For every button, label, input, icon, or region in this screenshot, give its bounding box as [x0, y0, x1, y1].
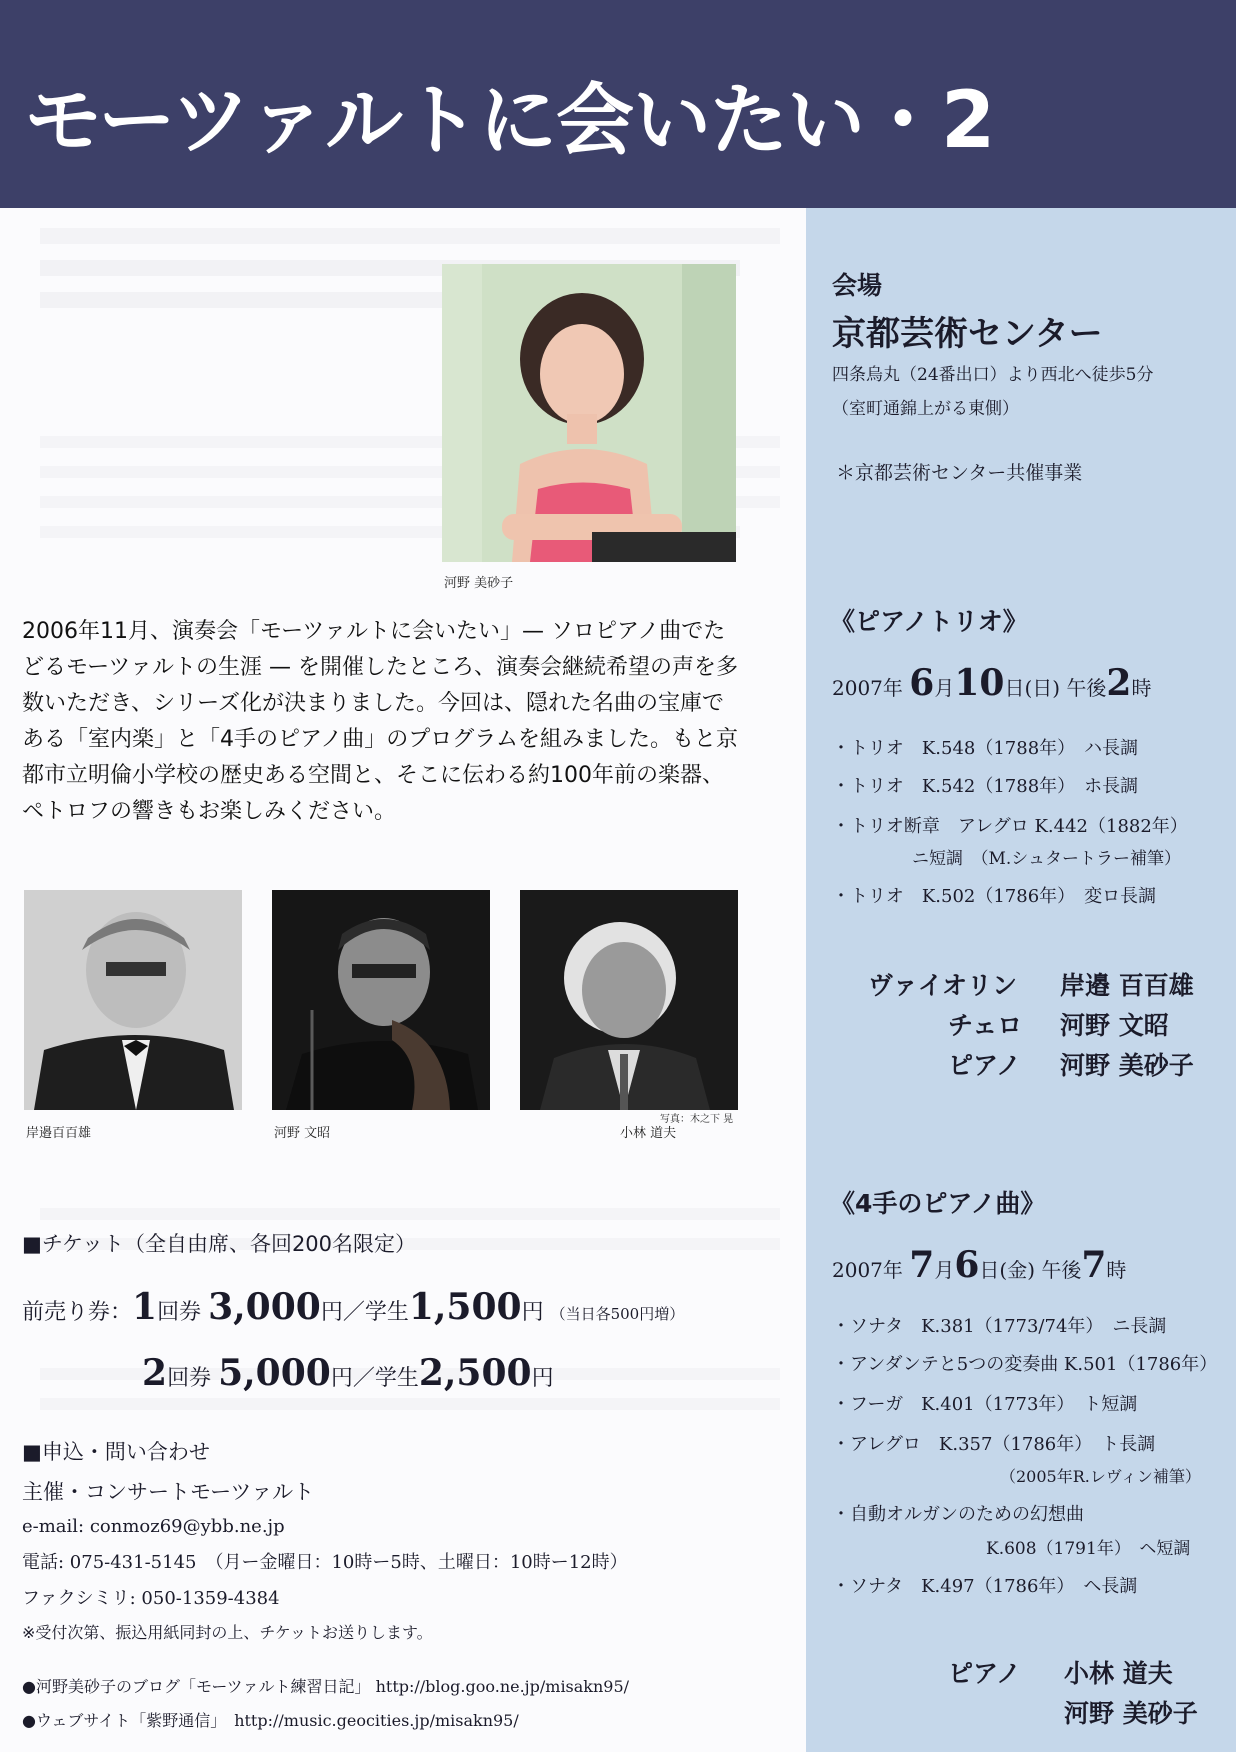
ticket-2-price: 5,000 [218, 1352, 331, 1394]
duo-program-2: ・アンダンテと5つの変奏曲 K.501（1786年） [832, 1354, 1218, 1375]
duo-hi: 日 [979, 1258, 1000, 1282]
duo-program-5: ・自動オルガンのための幻想曲 [832, 1504, 1084, 1525]
trio-hi: 日 [1004, 676, 1025, 700]
photo-credit: 写真：木之下 晃 [660, 1114, 734, 1125]
ticket-advance-label: 前売り券： [22, 1300, 133, 1325]
ticket-2-unit: 回券 [167, 1366, 212, 1391]
portrait-cellist [272, 890, 490, 1110]
duo-program-6: ・ソナタ K.497（1786年） ヘ長調 [832, 1576, 1138, 1597]
ticket-2-yen2: 円 [531, 1366, 554, 1391]
trio-tsuki: 月 [934, 676, 955, 700]
trio-performer-1-instrument: ヴァイオリン [868, 971, 1018, 1000]
trio-title: 《ピアノトリオ》 [830, 607, 1028, 636]
trio-pm: 午後 [1066, 676, 1107, 700]
duo-performer-1-name: 小林 道夫 [1064, 1659, 1173, 1688]
ticket-1-unit: 回券 [157, 1300, 202, 1325]
trio-year: 2007 [832, 676, 883, 700]
trio-weekday: (日) [1024, 676, 1061, 700]
duo-performer-instrument: ピアノ [948, 1659, 1022, 1688]
duo-day: 6 [954, 1244, 980, 1286]
trio-performer-1-name: 岸邉 百百雄 [1060, 971, 1194, 1000]
duo-weekday: (金) [999, 1258, 1035, 1282]
ticket-1-yen2: 円 [521, 1300, 544, 1325]
trio-performer-3-name: 河野 美砂子 [1060, 1051, 1194, 1080]
page-title: モーツァルトに会いたい・2 [24, 76, 995, 166]
trio-performer-3-instrument: ピアノ [948, 1051, 1022, 1080]
contact-note: ※受付次第、振込用紙同封の上、チケットお送りします。 [22, 1623, 433, 1642]
contact-phone: 電話: 075-431-5145 （月ー金曜日：10時ー5時、土曜日：10時ー12時） [22, 1552, 628, 1573]
cosponsor-note: ＊京都芸術センター共催事業 [836, 462, 1083, 484]
pianist-photo [442, 264, 736, 562]
pianist-caption: 河野 美砂子 [444, 576, 514, 591]
caption-cellist: 河野 文昭 [274, 1126, 331, 1141]
duo-performer-2-name: 河野 美砂子 [1064, 1699, 1198, 1728]
trio-program-4: ・トリオ K.502（1786年） 変ロ長調 [832, 886, 1157, 907]
duo-program-5-detail: K.608（1791年） ヘ短調 [986, 1539, 1191, 1559]
duo-year: 2007 [832, 1258, 883, 1282]
website-link[interactable]: ●ウェブサイト「紫野通信」 http://music.geocities.jp/misakn95/ [22, 1711, 519, 1730]
trio-date [832, 662, 1151, 704]
duo-hour: 7 [1081, 1244, 1107, 1286]
ticket-1-price: 3,000 [208, 1286, 321, 1328]
ticket-door-note: （当日各500円増） [550, 1305, 685, 1323]
trio-performer-2-name: 河野 文昭 [1060, 1011, 1169, 1040]
duo-pm: 午後 [1041, 1258, 1082, 1282]
duo-date [832, 1244, 1126, 1286]
contact-fax: ファクシミリ: 050-1359-4384 [22, 1588, 280, 1609]
duo-ji: 時 [1106, 1258, 1127, 1282]
ticket-1-student-price: 1,500 [408, 1286, 522, 1328]
trio-nen: 年 [882, 676, 903, 700]
venue-label: 会場 [832, 271, 883, 300]
organizer: 主催・コンサートモーツァルト [22, 1480, 315, 1504]
portrait-pianist2 [520, 890, 738, 1110]
contact-email[interactable]: e-mail: conmoz69@ybb.ne.jp [22, 1516, 285, 1537]
ticket-1-count: 1 [132, 1286, 158, 1328]
duo-program-1: ・ソナタ K.381（1773/74年） ニ長調 [832, 1316, 1167, 1337]
ticket-line-2 [142, 1352, 554, 1394]
trio-hour: 2 [1106, 662, 1132, 704]
title-banner [0, 0, 1236, 208]
duo-program-4: ・アレグロ K.357（1786年） ト長調 [832, 1434, 1156, 1455]
venue-access-note: （室町通錦上がる東側） [832, 399, 1019, 419]
duo-month: 7 [909, 1244, 935, 1286]
trio-program-1: ・トリオ K.548（1788年） ハ長調 [832, 738, 1139, 759]
ticket-1-yen: 円／学生 [320, 1300, 409, 1325]
trio-program-3: ・トリオ断章 アレグロ K.442（1882年） [832, 816, 1188, 837]
duo-program-4-detail: （2005年R.レヴィン補筆） [1000, 1467, 1201, 1486]
trio-program-3-detail: ニ短調 （M.シュタートラー補筆） [912, 849, 1181, 869]
duo-program-3: ・フーガ K.401（1773年） ト短調 [832, 1394, 1138, 1415]
portrait-violinist [24, 890, 242, 1110]
venue-access: 四条烏丸（24番出口）より西北へ徒歩5分 [832, 365, 1154, 385]
blog-link[interactable]: ●河野美砂子のブログ「モーツァルト練習日記」 http://blog.goo.ne.jp/misakn95/ [22, 1677, 630, 1696]
contact-heading: ■申込・問い合わせ [22, 1440, 210, 1464]
venue-name: 京都芸術センター [832, 314, 1103, 354]
ticket-2-count: 2 [142, 1352, 168, 1394]
trio-ji: 時 [1131, 676, 1152, 700]
duo-nen: 年 [882, 1258, 903, 1282]
ticket-heading: ■チケット（全自由席、各回200名限定） [22, 1232, 417, 1256]
duo-tsuki: 月 [934, 1258, 955, 1282]
ticket-2-yen: 円／学生 [330, 1366, 419, 1391]
trio-program-2: ・トリオ K.542（1788年） ホ長調 [832, 776, 1139, 797]
duo-title: 《4手のピアノ曲》 [830, 1189, 1046, 1218]
caption-violinist: 岸邉百百雄 [26, 1126, 92, 1141]
caption-pianist2: 小林 道夫 [620, 1126, 677, 1141]
ticket-2-student-price: 2,500 [418, 1352, 532, 1394]
trio-performer-2-instrument: チェロ [948, 1011, 1023, 1040]
trio-day: 10 [954, 662, 1005, 704]
ticket-line-1 [22, 1286, 684, 1328]
intro-paragraph: 2006年11月、演奏会「モーツァルトに会いたい」— ソロピアノ曲でたどるモーツァルトの生涯 — を開催したところ、演奏会継続希望の声を多数いただき、シリーズ化が決まりました。今回は、隠れた名曲の宝庫である「室内楽」と「4手のピアノ曲」のプログラムを組みました。もと京都市立明倫小学校の歴史ある空間と、そこに伝わる約100年前の楽器、ペトロフの響きもお楽しみください。 [22, 619, 739, 824]
trio-month: 6 [909, 662, 935, 704]
